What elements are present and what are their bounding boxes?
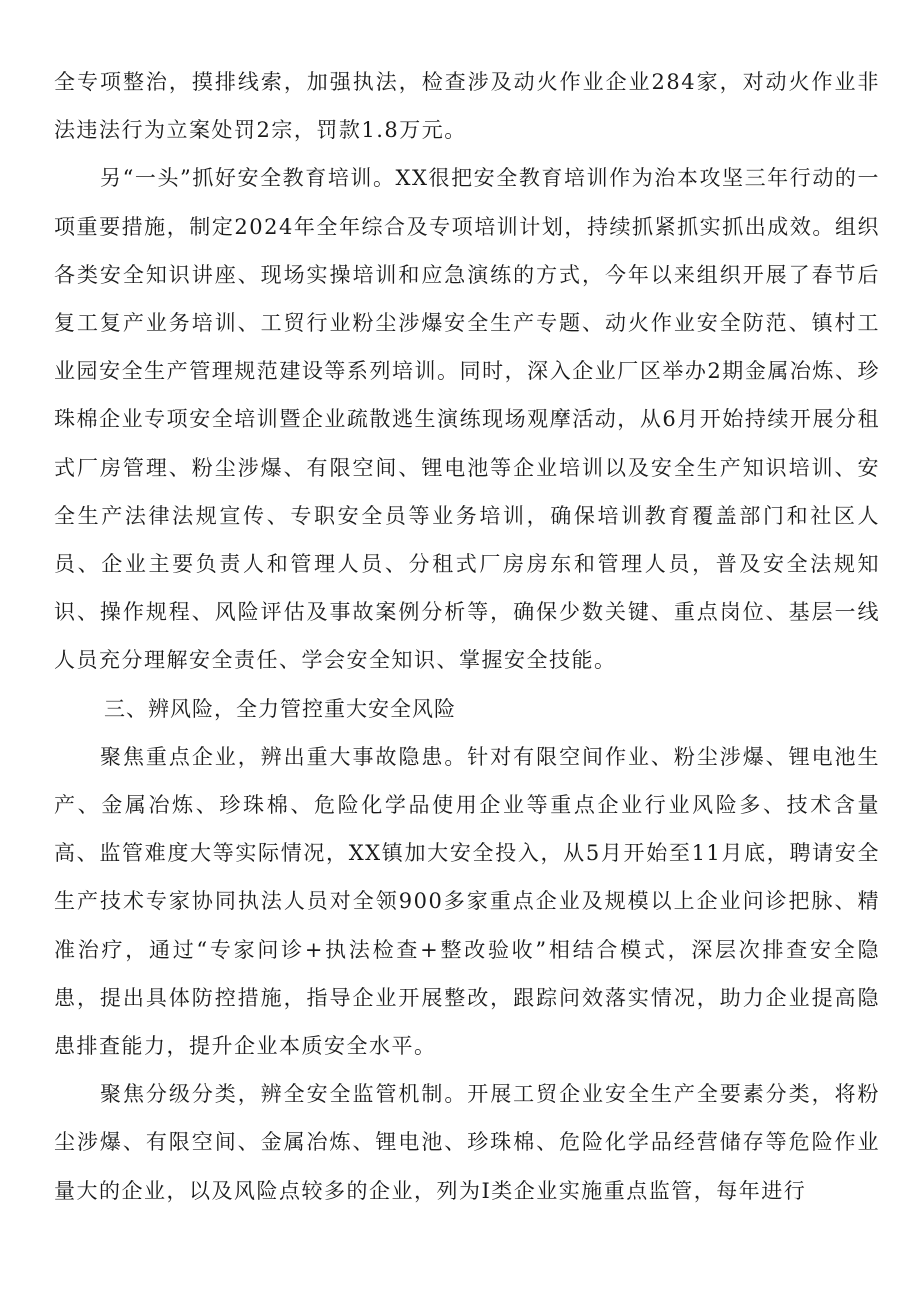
paragraph-classification: 聚焦分级分类，辨全安全监管机制。开展工贸企业安全生产全要素分类，将粉尘涉爆、有限空间、金属冶炼、锂电池、珍珠棉、危险化学品经营储存等危险作业量大的企业，以及风险点较多的企业，列为I类企业实施重点监管，每年进行: [54, 1082, 880, 1203]
paragraph-key-enterprises: 聚焦重点企业，辨出重大事故隐患。针对有限空间作业、粉尘涉爆、锂电池生产、金属冶炼、珍珠棉、危险化学品使用企业等重点企业行业风险多、技术含量高、监管难度大等实际情况，XX镇加大安全投入，从5月开始至11月底，聘请安全生产技术专家协同执法人员对全领900多家重点企业及规模以上企业问诊把脉、精准治疗，通过“专家问诊+执法检查+整改验收”相结合模式，深层次排查安全隐患，提出具体防控措施，指导企业开展整改，跟踪问效落实情况，助力企业提高隐患排査能力，提升企业本质安全水平。: [54, 744, 880, 1059]
document-body: [54, 58, 880, 1215]
paragraph-safety-training: 另“一头”抓好安全教育培训。XX很把安全教育培训作为治本攻坚三年行动的一项重要措施，制定2024年全年综合及专项培训计划，持续抓紧抓实抓出成效。组织各类安全知识讲座、现场实操培训和应急演练的方式，今年以来组织开展了春节后复工复产业务培训、工贸行业粉尘涉爆安全生产专题、动火作业安全防范、镇村工业园安全生产管理规范建设等系列培训。同时，深入企业厂区举办2期金属冶炼、珍珠棉企业专项安全培训暨企业疏散逃生演练现场观摩活动，从6月开始持续开展分租式厂房管理、粉尘涉爆、有限空间、锂电池等企业培训以及安全生产知识培训、安全生产法律法规宣传、专职安全员等业务培训，确保培训教育覆盖部门和社区人员、企业主要负责人和管理人员、分租式厂房房东和管理人员，普及安全法规知识、操作规程、风险评估及事故案例分析等，确保少数关键、重点岗位、基层一线人员充分理解安全责任、学会安全知识、掌握安全技能。: [54, 166, 880, 673]
paragraph-continued: 全专项整治，摸排线索，加强执法，检查涉及动火作业企业284家，对动火作业非法违法行为立案处罚2宗，罚款1.8万元。: [54, 70, 880, 143]
section-heading: 三、辨风险，全力管控重大安全风险: [104, 696, 456, 721]
